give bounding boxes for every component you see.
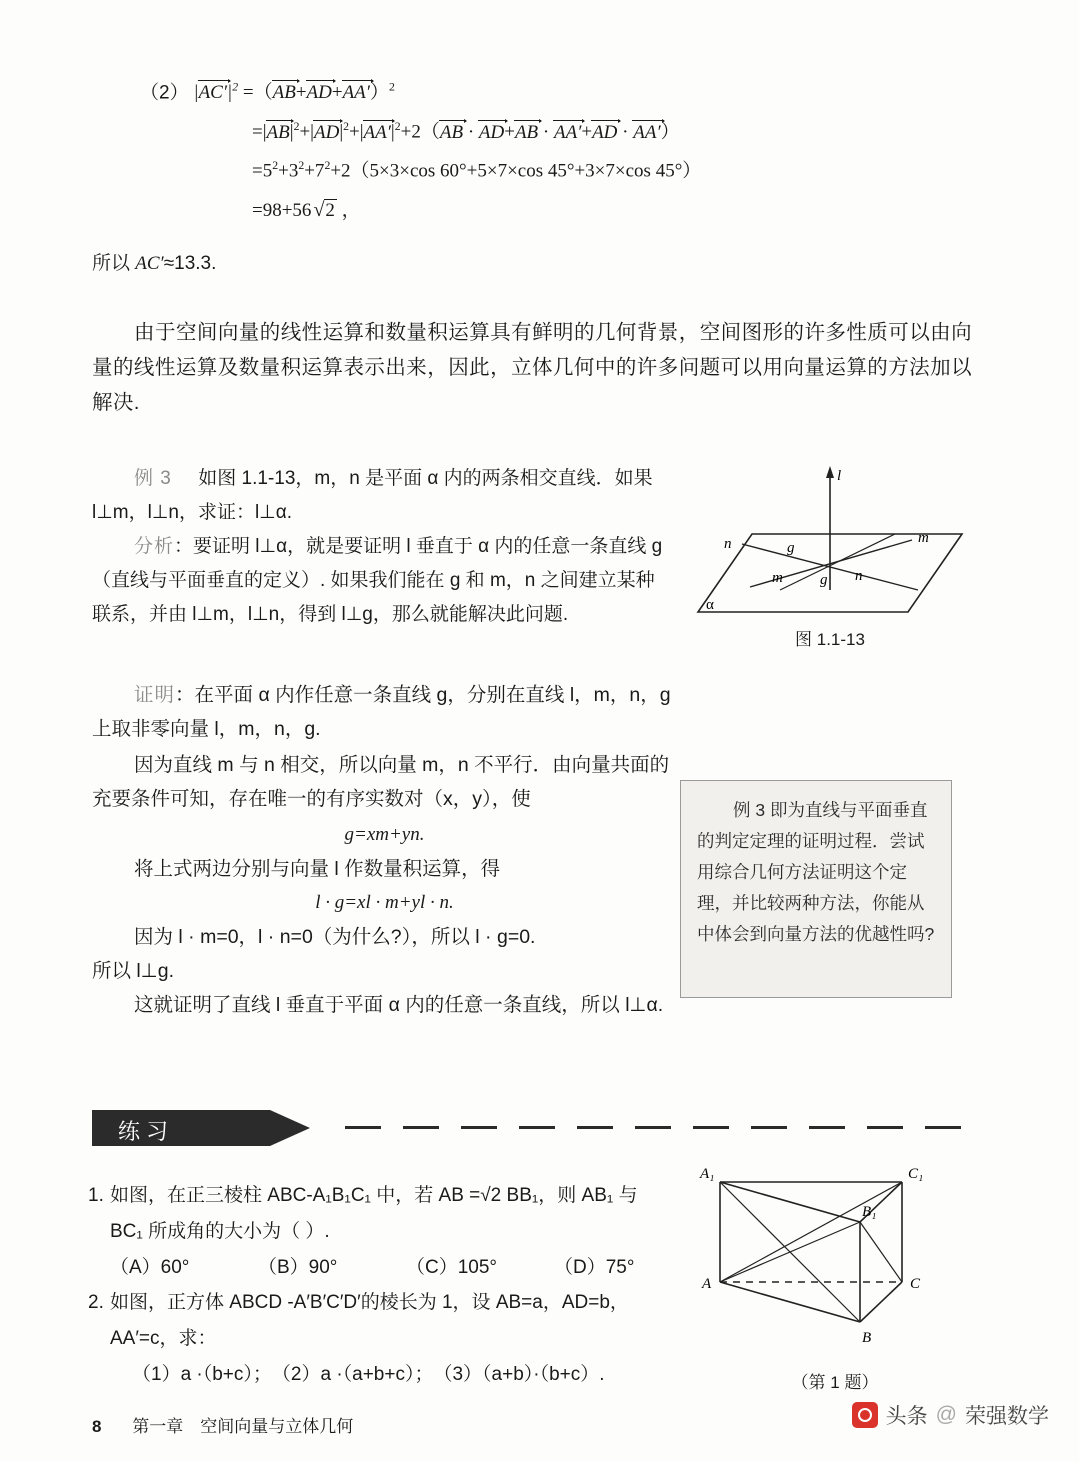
proof-p5: [92, 954, 677, 988]
solution-conclusion: 所以 AC′≈13.3.: [92, 253, 217, 274]
exercise-1-option-b: （B）90°: [258, 1257, 338, 1278]
figure-prism-svg: [690, 1160, 980, 1360]
watermark-name: 荣强数学: [965, 1405, 1049, 1428]
svg-text:A₁: A₁: [700, 1166, 715, 1182]
example-3-statement: [92, 462, 672, 530]
solution-item-label: （2）: [140, 82, 189, 104]
exercise-1-options: [88, 1250, 688, 1286]
solution-line-4: =98+56 √2 ，: [252, 198, 361, 221]
svg-text:n: n: [724, 536, 732, 552]
example-3-analysis: 分析：要证明 l⊥α，就是要证明 l 垂直于 α 内的任意一条直线 g（直线与平面垂直的定义）. 如果我们能在 g 和 m，n 之间建立某种联系，并由 l⊥m，l⊥n，得到 l⊥g，那么就能解决此问题.: [92, 536, 663, 625]
exercise-1-option-d: （D）75°: [554, 1257, 635, 1278]
exercise-1: [88, 1178, 688, 1286]
exercise-2-line-3: [88, 1357, 698, 1393]
proof-p4-text: 因为 l · m=0，l · n=0（为什么?），所以 l · g=0.: [134, 926, 536, 948]
exercise-2-text-1: 如图，正方体 ABCD -A′B′C′D′的棱长为 1，设 AB=a，AD=b，: [110, 1292, 629, 1313]
proof-p1: 证明：在平面 α 内作任意一条直线 g，分别在直线 l，m，n，g 上取非零向量 l，m，n，g.: [92, 684, 671, 740]
proof-p2: [92, 748, 677, 816]
proof-p5-text: 所以 l⊥g.: [92, 960, 174, 982]
figure-prism: [690, 1160, 980, 1360]
exercise-2-line-2: [88, 1321, 698, 1357]
footer-chapter: 第一章 空间向量与立体几何: [132, 1417, 354, 1436]
proof-block-2: [92, 748, 677, 1022]
proof-p6-text: 这就证明了直线 l 垂直于平面 α 内的任意一条直线，所以 l⊥α.: [134, 994, 664, 1016]
intro-paragraph-text: 由于空间向量的线性运算和数量积运算具有鲜明的几何背景，空间图形的许多性质可以由向量的线性运算及数量积运算表示出来，因此，立体几何中的许多问题可以用向量运算的方法加以解决.: [92, 321, 972, 414]
exercise-1-text-1: 如图，在正三棱柱 ABC-A₁B₁C₁ 中，若 AB =√2 BB₁，则 AB₁ 与: [110, 1185, 638, 1206]
page-number: 8: [92, 1417, 102, 1436]
proof-p4: [92, 920, 677, 954]
exercise-banner-label: 练习: [118, 1119, 175, 1144]
example-3-statement-text: 如图 1.1-13，m，n 是平面 α 内的两条相交直线．如果 l⊥m，l⊥n，求证：l⊥α.: [92, 468, 653, 523]
exercise-1-number: 1.: [88, 1185, 104, 1206]
svg-text:C₁: C₁: [908, 1166, 924, 1182]
figure-prism-caption: （第 1 题）: [791, 1373, 879, 1392]
svg-text:n: n: [855, 568, 863, 584]
proof-block-1: [92, 678, 677, 746]
solution-line-3: $=5^2+3^2+7^2+2(5\times 3\times\cos$ 60°+5×7×cos 45°+3×7×cos 45°）: [252, 159, 702, 182]
exercise-banner: [92, 1110, 317, 1146]
exercise-1-text-2: BC₁ 所成角的大小为（ ）.: [110, 1221, 330, 1242]
svg-text:A: A: [702, 1276, 712, 1292]
figure-1-1-13-svg: [680, 462, 980, 647]
proof-p3-text: 将上式两边分别与向量 l 作数量积运算，得: [134, 858, 501, 880]
solution-line-1: （2） $|AC'|^2 =(AB+AD+AA')^2$: [140, 81, 395, 104]
watermark-separator: @: [935, 1403, 957, 1426]
proof-p1-text: 在平面 α 内作任意一条直线 g，分别在直线 l，m，n，g 上取非零向量 l，m，n，g.: [92, 684, 671, 740]
exercise-2-number: 2.: [88, 1292, 104, 1313]
exercise-2-text-2: AA′=c，求：: [110, 1328, 217, 1349]
exercise-banner-arrow-icon: [270, 1110, 310, 1146]
margin-note: [680, 780, 952, 998]
svg-text:m: m: [918, 530, 929, 546]
svg-text:g: g: [787, 540, 795, 556]
exercise-1-option-c: （C）105°: [406, 1257, 498, 1278]
worked-solution: [140, 82, 960, 239]
exercise-1-line-2: [88, 1214, 688, 1250]
figure-1-1-13-caption: 图 1.1-13: [795, 630, 865, 649]
svg-text:B₁: B₁: [862, 1204, 877, 1220]
example-3-tag: 例 3: [134, 468, 172, 489]
example-3: [92, 462, 672, 632]
margin-note-text: 例 3 即为直线与平面垂直的判定定理的证明过程．尝试用综合几何方法证明这个定理，并比较两种方法，你能从中体会到向量方法的优越性吗?: [697, 800, 935, 944]
svg-text:l: l: [837, 468, 842, 484]
svg-text:B: B: [862, 1330, 872, 1346]
exercise-1-option-a: （A）60°: [110, 1257, 190, 1278]
exercise-2: [88, 1285, 698, 1393]
exercise-2-line-1: [88, 1285, 698, 1321]
toutiao-logo-icon: [852, 1402, 878, 1428]
svg-text:C: C: [910, 1276, 921, 1292]
example-3-analysis-text: 要证明 l⊥α，就是要证明 l 垂直于 α 内的任意一条直线 g（直线与平面垂直的定义）. 如果我们能在 g 和 m，n 之间建立某种联系，并由 l⊥m，l⊥n，得到 l⊥g，那么就能解决此问题.: [92, 536, 663, 625]
page-footer: [92, 1412, 353, 1437]
proof-eq-2: l · g=xl · m+yl · n.: [315, 892, 454, 913]
svg-text:m: m: [772, 570, 783, 586]
exercise-1-line-1: [88, 1178, 688, 1214]
proof-p6: [92, 988, 677, 1022]
exercise-2-text-3: （1）a ·（b+c）； （2）a ·（a+b+c）； （3）（a+b）·（b+c）.: [132, 1364, 605, 1385]
proof-p3: [92, 852, 677, 886]
proof-tag: 证明: [134, 684, 176, 706]
banner-dashed-rule: [345, 1126, 965, 1130]
intro-paragraph: [92, 315, 972, 420]
proof-eq-1: g=xm+yn.: [344, 824, 425, 845]
watermark-prefix: 头条: [885, 1405, 928, 1428]
watermark: [852, 1400, 1049, 1430]
svg-text:α: α: [706, 597, 714, 613]
example-3-analysis-tag: 分析: [134, 536, 175, 557]
svg-text:g: g: [820, 572, 828, 588]
proof-p2-text: 因为直线 m 与 n 相交，所以向量 m，n 不平行．由向量共面的充要条件可知，存在唯一的有序实数对（x，y），使: [92, 754, 670, 810]
solution-line-2: $=|AB|^2+|AD|^2+|AA'|^2+2(AB \cdot AD+AB \cdot AA'+AD \cdot AA')$: [252, 120, 680, 143]
